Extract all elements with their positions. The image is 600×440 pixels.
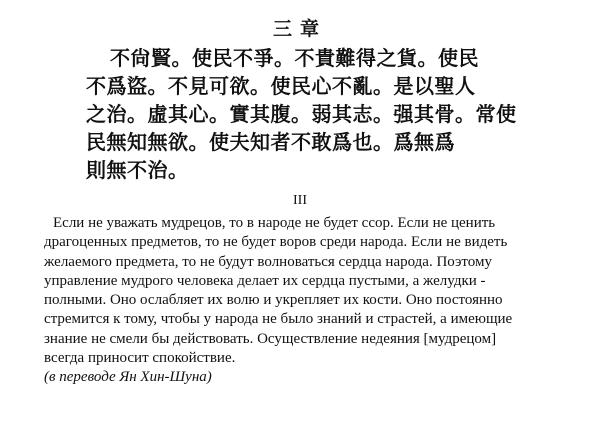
translation-line: Если не уважать мудрецов, то в народе не будет ссор. Если не ценить [53, 215, 496, 231]
translation-line: знание не смели бы действовать. Осуществление недеяния [мудрецом] [44, 330, 497, 347]
translation-line: управление мудрого человека делает их сердца пустыми, а желудки - [44, 272, 486, 289]
translation-line: желаемого предмета, то не будут волноваться сердца народа. Поэтому [44, 253, 492, 270]
chapter-title: 三章 [272, 18, 327, 40]
original-chinese-text [86, 44, 526, 184]
translation-line: драгоценных предметов, то не будет воров среди народа. Если не видеть [44, 234, 508, 251]
russian-translation [44, 214, 584, 388]
translator-attribution: (в переводе Ян Хин-Шуна) [44, 369, 212, 386]
chinese-line: 則無不治。 [86, 158, 189, 182]
chinese-line: 民無知無欲。使夫知者不敢爲也。爲無爲 [86, 130, 455, 154]
chinese-line: 之治。虛其心。實其腹。弱其志。强其骨。常使 [86, 102, 517, 126]
chinese-line: 不爲盜。不見可欲。使民心不亂。是以聖人 [86, 74, 476, 98]
chinese-line: 不尙賢。使民不爭。不貴難得之貨。使民 [110, 46, 479, 70]
translation-line: всегда приносит спокойствие. [44, 350, 236, 367]
translation-line: полными. Оно ослабляет их волю и укрепляет их кости. Оно постоянно [44, 292, 503, 309]
translation-line: стремится к тому, чтобы у народа не было знаний и страстей, а имеющие [44, 311, 513, 328]
section-numeral: III [293, 193, 307, 208]
